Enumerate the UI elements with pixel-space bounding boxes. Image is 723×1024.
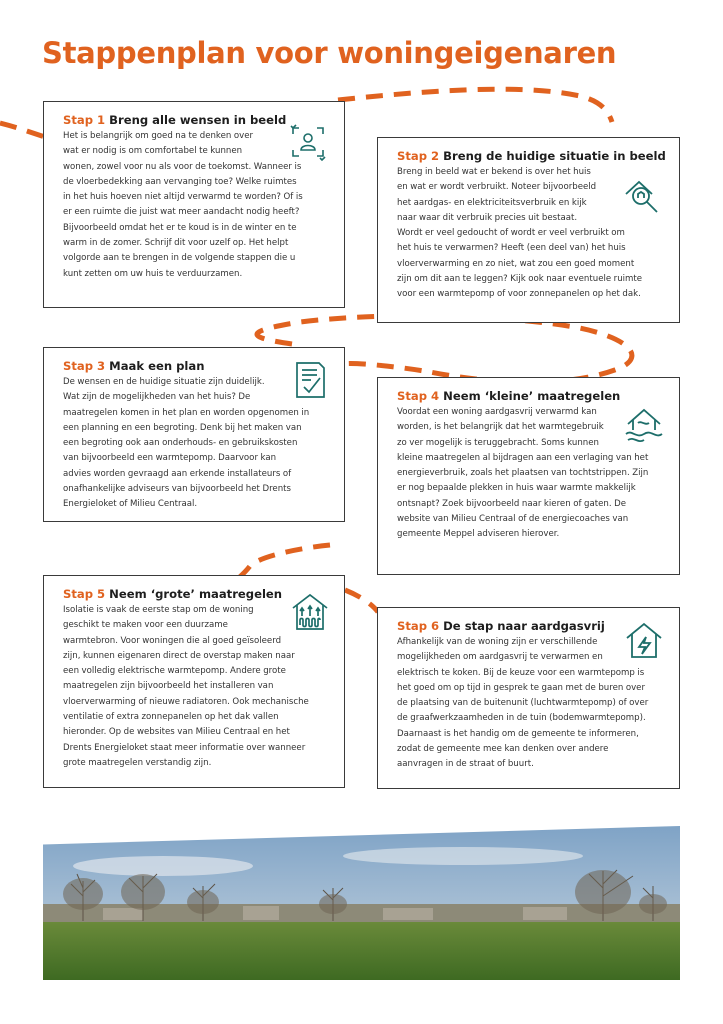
landscape-photo: [43, 826, 680, 980]
body-line: de plaatsing van de buitenunit (luchtwarmtepomp) of over: [397, 698, 649, 709]
body-line: wonen, zowel voor nu als voor de toekomst. Wanneer is: [63, 161, 302, 172]
body-line: ventilatie of extra zonnepanelen op het dak vallen: [63, 712, 279, 723]
house-lightning-icon: [624, 620, 664, 660]
house-heating-icon: [290, 592, 330, 632]
body-line: Wat zijn de mogelijkheden van het huis? De: [63, 392, 251, 403]
body-line: gemeente Meppel adviseren hierover.: [397, 529, 560, 540]
body-line: naar waar dit verbruik precies uit bestaat.: [397, 212, 578, 223]
body-line: er nog bepaalde plekken in huis waar warmte makkelijk: [397, 483, 636, 494]
body-line: een volledig elektrische warmtepomp. Andere grote: [63, 666, 286, 677]
step-number: Stap 2: [397, 149, 440, 163]
step-title: Breng de huidige situatie in beeld: [443, 149, 666, 163]
body-line: het huis te verwarmen? Heeft (een deel van) het huis: [397, 243, 626, 254]
body-line: grote maatregelen verstandig zijn.: [63, 757, 212, 768]
body-line: ontsnapt? Zoek bijvoorbeeld naar kieren of gaten. De: [397, 498, 627, 509]
body-line: zo ver mogelijk is teruggebracht. Soms kunnen: [397, 437, 599, 448]
body-line: onafhankelijke adviseurs van bijvoorbeeld het Drents: [63, 484, 291, 495]
body-line: warm in de zomer. Schrijf dit voor uzelf op. Het helpt: [63, 238, 289, 249]
body-line: zijn, kunnen eigenaren direct de overstap maken naar: [63, 650, 295, 661]
person-checklist-icon: [288, 122, 328, 162]
step-card-6: [377, 607, 680, 789]
body-line: advies worden gevraagd aan erkende installateurs of: [63, 468, 292, 479]
step-title: De stap naar aardgasvrij: [443, 619, 605, 633]
body-line: De wensen en de huidige situatie zijn duidelijk.: [63, 377, 265, 387]
body-line: Energieloket of Milieu Centraal.: [63, 499, 198, 510]
body-line: vloerverwarming of nieuwe radiatoren. Ook mechanische: [63, 696, 309, 707]
body-line: Afhankelijk van de woning zijn er verschillende: [397, 637, 598, 647]
body-line: maatregelen komen in het plan en worden opgenomen in: [63, 407, 310, 418]
step-number: Stap 4: [397, 389, 440, 403]
step-card-4: [377, 377, 680, 575]
body-line: het goed om op tijd in gesprek te gaan met de buren over: [397, 682, 646, 693]
step-number: Stap 1: [63, 113, 106, 127]
body-line: en wat er wordt verbruikt. Noteer bijvoorbeeld: [397, 182, 597, 193]
body-line: elektrisch te koken. Bij de keuze voor een warmtepomp is: [397, 667, 645, 678]
body-line: Drents Energieloket staat meer informatie over wanneer: [63, 742, 306, 753]
step-card-5: [43, 575, 345, 788]
step-heading: [397, 389, 679, 404]
body-line: van bijvoorbeeld een warmtepomp. Daarvoor kan: [63, 453, 277, 464]
step-title: Neem ‘grote’ maatregelen: [109, 587, 283, 601]
body-line: een planning en een begroting. Denk bij het maken van: [63, 422, 302, 433]
body-line: warmtebron. Voor woningen die al goed geïsoleerd: [63, 635, 282, 646]
body-line: voor een warmtepomp of voor zonnepanelen op het dak.: [397, 289, 641, 300]
body-line: website van Milieu Centraal of de energiecoaches van: [397, 514, 629, 525]
body-line: vloerverwarming en zo niet, wat zou een goed moment: [397, 258, 635, 269]
step-title: Maak een plan: [109, 359, 205, 373]
body-line: Het is belangrijk om goed na te denken over: [63, 131, 254, 141]
body-line: aanvragen in de straat of buurt.: [397, 759, 534, 770]
house-draft-icon: [624, 406, 664, 446]
body-line: wat er nodig is om comfortabel te kunnen: [63, 146, 243, 157]
step-number: Stap 3: [63, 359, 106, 373]
step-card-1: [43, 101, 345, 308]
step-card-3: [43, 347, 345, 522]
body-line: volgorde aan te brengen in de volgende stappen die u: [63, 253, 296, 264]
body-line: maatregelen zijn bijvoorbeeld het installeren van: [63, 681, 274, 692]
body-line: de graafwerkzaamheden in de tuin (bodemwarmtepomp).: [397, 713, 646, 724]
body-line: worden, is het belangrijk dat het warmtegebruik: [397, 422, 604, 433]
body-line: hieronder. Op de websites van Milieu Centraal en het: [63, 727, 290, 738]
body-line: Breng in beeld wat er bekend is over het huis: [397, 167, 591, 177]
page-title: Stappenplan voor woningeigenaren: [42, 36, 617, 70]
step-heading: [397, 149, 679, 164]
body-line: kleine maatregelen al bijdragen aan een verlaging van het: [397, 452, 649, 463]
body-line: mogelijkheden om aardgasvrij te verwarmen en: [397, 652, 603, 663]
body-line: Wordt er veel gedoucht of wordt er veel verbruikt om: [397, 228, 625, 239]
body-line: zodat de gemeente mee kan denken over andere: [397, 744, 609, 755]
body-line: Bijvoorbeeld omdat het er te koud is in de winter en te: [63, 222, 297, 233]
body-line: zijn om dit aan te leggen? Kijk ook naar eventuele ruimte: [397, 274, 643, 285]
body-line: het aardgas- en elektriciteitsverbruik en kijk: [397, 197, 587, 208]
body-line: Voordat een woning aardgasvrij verwarmd kan: [397, 407, 597, 417]
house-search-icon: [622, 176, 662, 216]
body-line: in het huis hoeven niet altijd verwarmd te worden? Of is: [63, 192, 303, 203]
body-line: Daarnaast is het handig om de gemeente te informeren,: [397, 728, 639, 739]
body-line: kunt zetten om uw huis te verduurzamen.: [63, 268, 243, 279]
body-line: Isolatie is vaak de eerste stap om de woning: [63, 605, 254, 615]
step-title: Neem ‘kleine’ maatregelen: [443, 389, 621, 403]
document-check-icon: [290, 360, 330, 400]
body-line: een begroting ook aan onderhouds- en gebruikskosten: [63, 438, 298, 449]
body-line: energieverbruik, zoals het plaatsen van tochtstrippen. Zijn: [397, 468, 649, 479]
body-line: er een ruimte die juist wat meer aandacht nodig heeft?: [63, 207, 300, 218]
step-number: Stap 6: [397, 619, 440, 633]
body-line: geschikt te maken voor een duurzame: [63, 620, 228, 631]
step-title: Breng alle wensen in beeld: [109, 113, 287, 127]
body-line: de vloerbedekking aan vervanging toe? Welke ruimtes: [63, 176, 297, 187]
step-number: Stap 5: [63, 587, 106, 601]
step-card-2: [377, 137, 680, 323]
